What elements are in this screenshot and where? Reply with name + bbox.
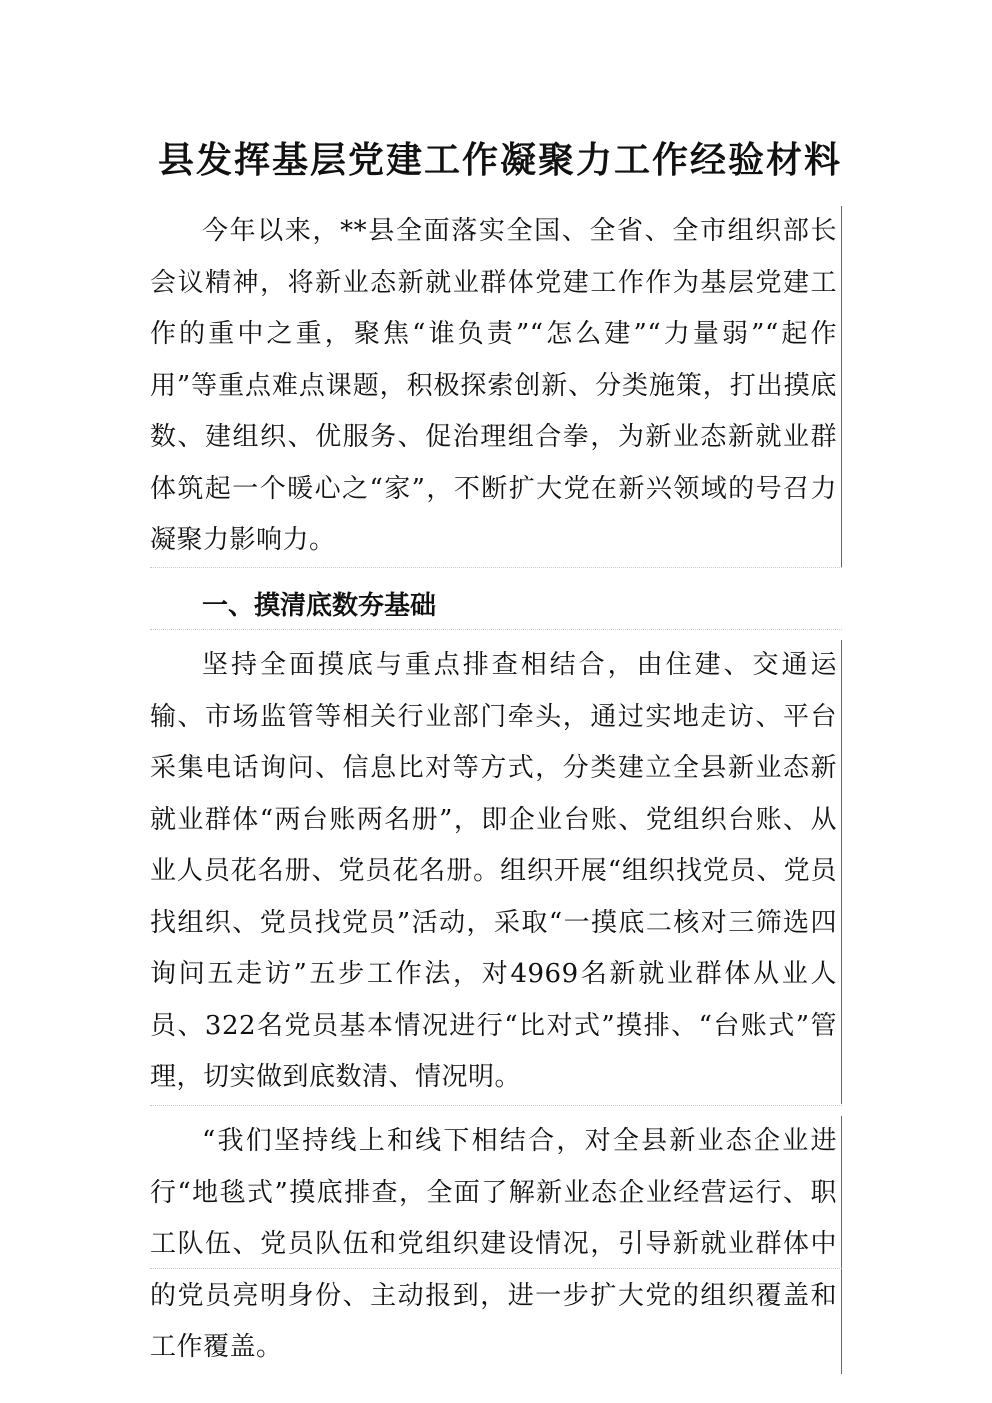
- section-paragraph-continued: “我们坚持线上和线下相结合，对全县新业态企业进行“地毯式”摸底排查，全面了解新业态企业经营运行、职工队伍、党员队伍和党组织建设情况，引导新就业群体中的党员亮明身份、主动报到，进一步扩大党的组织覆盖和工作覆盖。: [150, 1116, 842, 1374]
- paragraph-divider: [150, 1105, 842, 1106]
- section-heading: 一、摸清底数夯基础: [202, 591, 437, 621]
- intro-paragraph: 今年以来，**县全面落实全国、全省、全市组织部长会议精神，将新业态新就业群体党建工作作为基层党建工作的重中之重，聚焦“谁负责”“怎么建”“力量弱”“起作用”等重点难点课题，积极探索创新、分类施策，打出摸底数、建组织、优服务、促治理组合拳，为新业态新就业群体筑起一个暖心之“家”，不断扩大党在新兴领域的号召力凝聚力影响力。: [150, 206, 842, 567]
- paragraph-divider: [150, 567, 842, 568]
- page-bottom-divider: [150, 1268, 842, 1269]
- page-bottom-clip: [150, 1116, 842, 1362]
- document-title: 县发挥基层党建工作凝聚力工作经验材料: [157, 139, 842, 181]
- section-paragraph: 坚持全面摸底与重点排查相结合，由住建、交通运输、市场监管等相关行业部门牵头，通过实地走访、平台采集电话询问、信息比对等方式，分类建立全县新业态新就业群体“两台账两名册”，即企业台账、党组织台账、从业人员花名册、党员花名册。组织开展“组织找党员、党员找组织、党员找党员”活动，采取“一摸底二核对三筛选四询问五走访”五步工作法，对4969名新就业群体从业人员、322名党员基本情况进行“比对式”摸排、“台账式”管理，切实做到底数清、情况明。: [150, 640, 842, 1104]
- paragraph-divider: [150, 629, 842, 630]
